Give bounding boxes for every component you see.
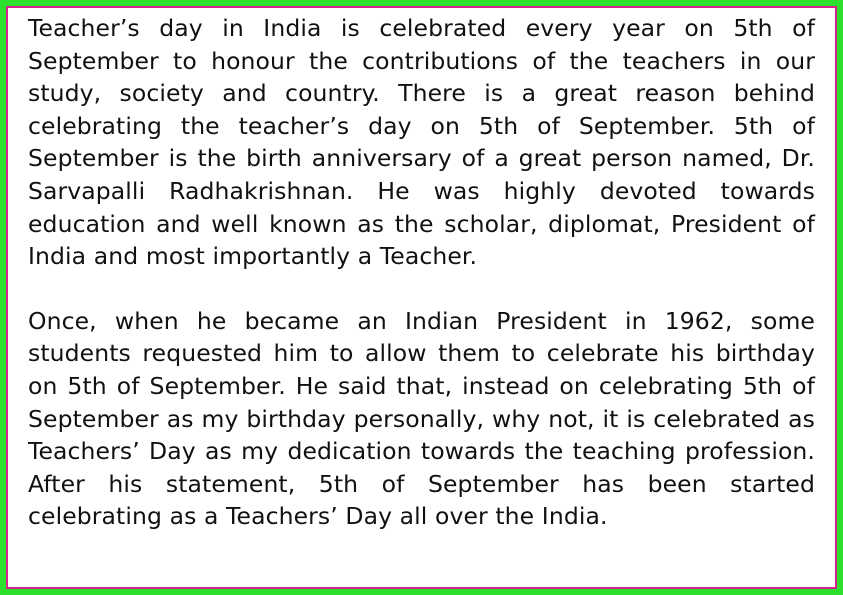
paragraph-1: Teacher’s day in India is celebrated every year on 5th of September to honour the contributions of the teachers in our study, society and country. There is a great reason behind celebrating the teacher’s day on 5th of September. 5th of September is the birth anniversary of a great person named, Dr. Sarvapalli Radhakrishnan. He was highly devoted towards education and well known as the scholar, diplomat, President of India and most importantly a Teacher. <box>28 14 815 271</box>
paragraph-2: Once, when he became an Indian President in 1962, some students requested him to allow them to celebrate his birthday on 5th of September. He said that, instead on celebrating 5th of September as my birthday personally, why not, it is celebrated as Teachers’ Day as my dedication towards the teaching profession. After his statement, 5th of September has been started celebrating as a Teachers’ Day all over the India. <box>28 306 815 531</box>
inner-pink-border <box>6 6 837 589</box>
